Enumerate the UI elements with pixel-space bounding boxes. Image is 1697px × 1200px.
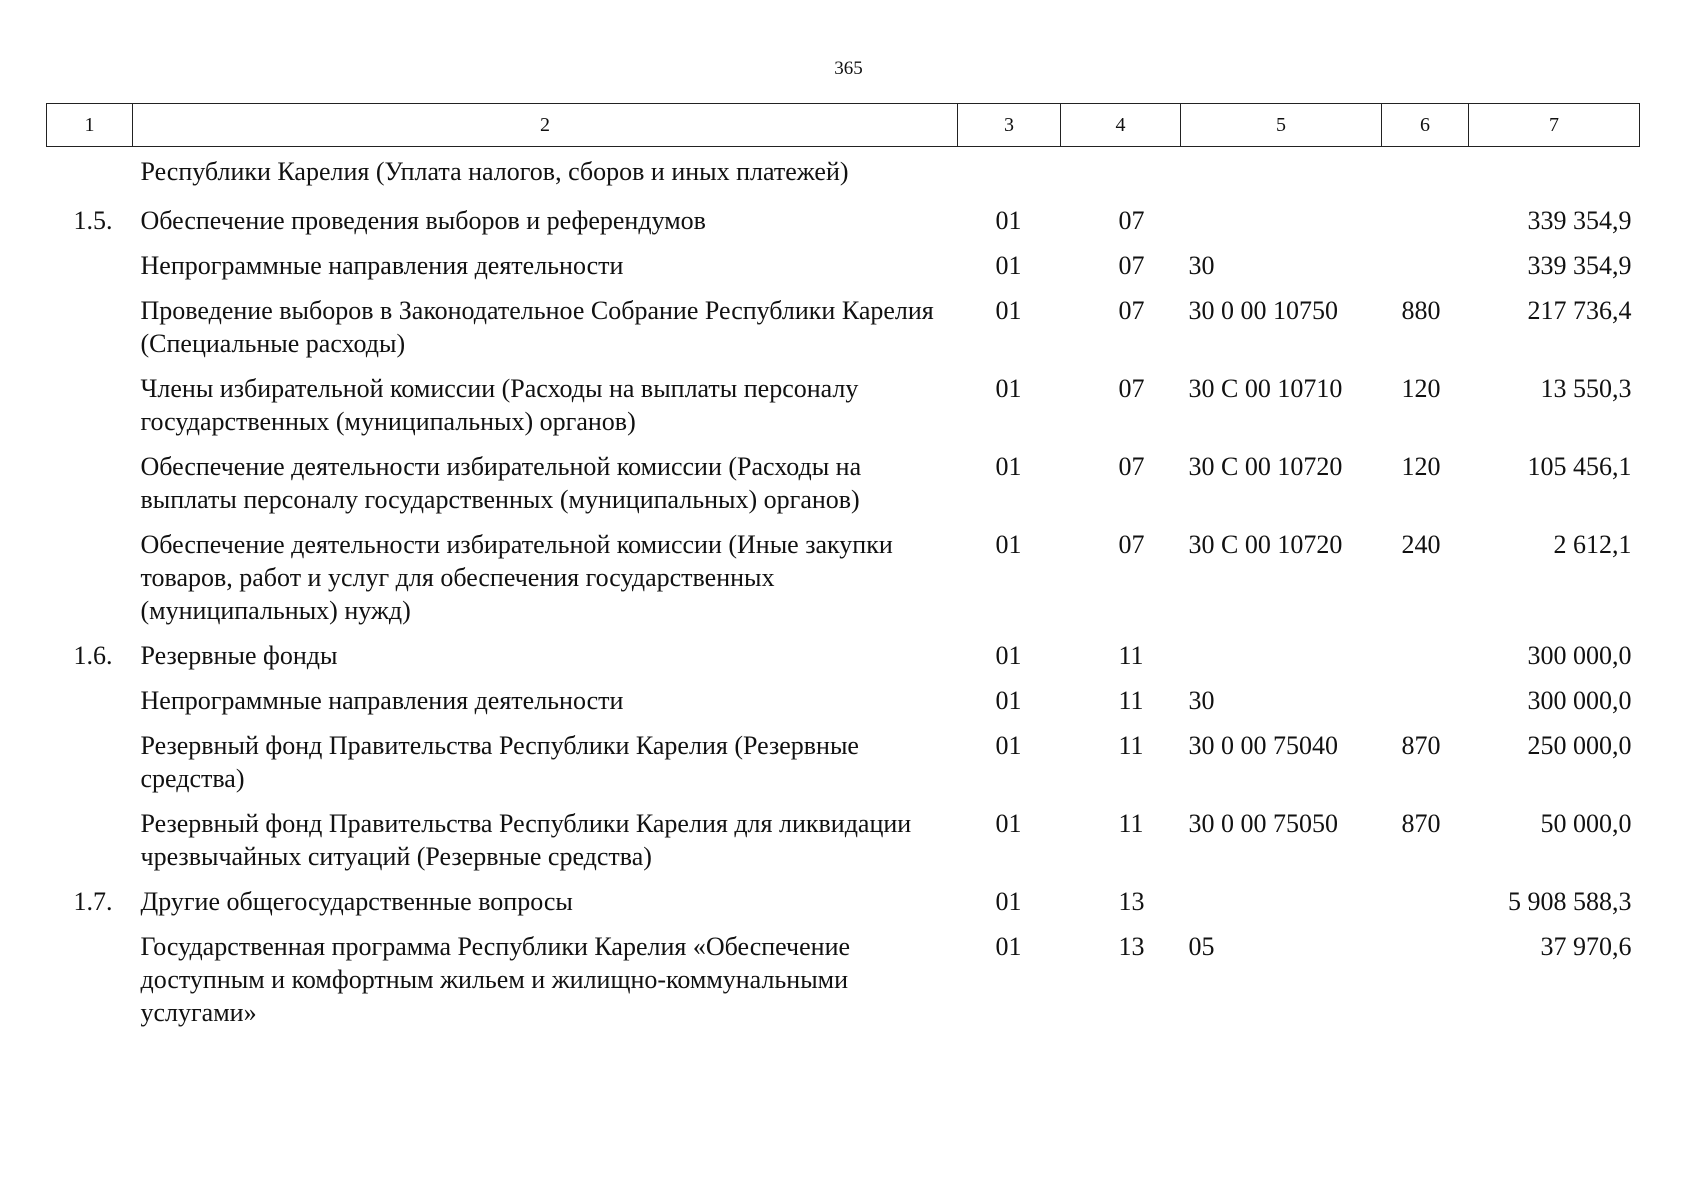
subsection-code: 11	[1118, 809, 1144, 838]
table-row	[47, 516, 1640, 627]
subsection-code: 07	[1118, 452, 1145, 481]
row-number	[47, 438, 133, 516]
amount: 50 000,0	[1540, 809, 1632, 838]
table-row	[47, 237, 1640, 282]
row-number: 1.5.	[73, 206, 113, 235]
table-row	[47, 672, 1640, 717]
budget-table	[46, 103, 1640, 1029]
row-name: Другие общегосударственные вопросы	[140, 887, 573, 916]
row-number: 1.7.	[73, 887, 113, 916]
subsection-code: 11	[1118, 686, 1144, 715]
row-name: Обеспечение деятельности избирательной комиссии (Расходы на выплаты персоналу государственных (муниципальных) органов)	[140, 452, 862, 514]
table-row	[47, 282, 1640, 360]
column-header: 2	[133, 104, 958, 147]
row-number	[47, 516, 133, 627]
table-row	[47, 627, 1640, 672]
row-number	[47, 237, 133, 282]
section-code: 01	[995, 206, 1022, 235]
page-number: 365	[834, 58, 863, 79]
table-row	[47, 360, 1640, 438]
amount: 300 000,0	[1527, 686, 1632, 715]
amount: 250 000,0	[1527, 731, 1632, 760]
expense-type-code	[1382, 147, 1469, 193]
target-article-code	[1181, 147, 1382, 193]
row-name: Республики Карелия (Уплата налогов, сборов и иных платежей)	[140, 157, 849, 186]
table-row	[47, 873, 1640, 918]
expense-type-code: 120	[1401, 374, 1441, 403]
column-header: 6	[1382, 104, 1469, 147]
expense-type-code: 880	[1401, 296, 1441, 325]
table-row	[47, 438, 1640, 516]
row-name: Резервные фонды	[140, 641, 338, 670]
subsection-code: 13	[1118, 887, 1145, 916]
expense-type-code	[1382, 627, 1469, 672]
target-article-code: 30	[1188, 251, 1215, 280]
column-header: 5	[1181, 104, 1382, 147]
section-code: 01	[995, 641, 1022, 670]
row-number	[47, 795, 133, 873]
row-number: 1.6.	[73, 641, 113, 670]
amount: 339 354,9	[1527, 251, 1632, 280]
subsection-code: 13	[1118, 932, 1145, 961]
section-code	[958, 147, 1061, 193]
expense-type-code: 240	[1401, 530, 1441, 559]
table-row	[47, 147, 1640, 193]
subsection-code	[1061, 147, 1181, 193]
row-name: Обеспечение проведения выборов и референдумов	[140, 206, 706, 235]
section-code: 01	[995, 530, 1022, 559]
target-article-code: 30 0 00 75040	[1188, 731, 1338, 760]
subsection-code: 11	[1118, 641, 1144, 670]
row-name: Непрограммные направления деятельности	[140, 251, 624, 280]
table-header-row	[47, 104, 1640, 147]
row-name: Резервный фонд Правительства Республики Карелия для ликвидации чрезвычайных ситуаций (Резервные средства)	[140, 809, 912, 871]
target-article-code	[1181, 873, 1382, 918]
section-code: 01	[995, 686, 1022, 715]
subsection-code: 11	[1118, 731, 1144, 760]
subsection-code: 07	[1118, 296, 1145, 325]
subsection-code: 07	[1118, 374, 1145, 403]
amount: 37 970,6	[1540, 932, 1632, 961]
section-code: 01	[995, 887, 1022, 916]
expense-type-code: 870	[1401, 809, 1441, 838]
amount: 217 736,4	[1527, 296, 1632, 325]
row-name: Обеспечение деятельности избирательной комиссии (Иные закупки товаров, работ и услуг для обеспечения государственных (муниципальных) нужд)	[140, 530, 893, 625]
subsection-code: 07	[1118, 530, 1145, 559]
table-row	[47, 192, 1640, 237]
amount: 13 550,3	[1540, 374, 1632, 403]
expense-type-code	[1382, 918, 1469, 1029]
target-article-code	[1181, 627, 1382, 672]
expense-type-code	[1382, 672, 1469, 717]
expense-type-code	[1382, 873, 1469, 918]
target-article-code: 30 С 00 10720	[1188, 452, 1343, 481]
amount: 105 456,1	[1527, 452, 1632, 481]
expense-type-code: 870	[1401, 731, 1441, 760]
target-article-code: 05	[1188, 932, 1215, 961]
amount	[1469, 147, 1640, 193]
amount: 300 000,0	[1527, 641, 1632, 670]
target-article-code	[1181, 192, 1382, 237]
column-header: 3	[958, 104, 1061, 147]
section-code: 01	[995, 452, 1022, 481]
column-header: 4	[1061, 104, 1181, 147]
table-row	[47, 795, 1640, 873]
row-name: Члены избирательной комиссии (Расходы на выплаты персоналу государственных (муниципальных) органов)	[140, 374, 859, 436]
subsection-code: 07	[1118, 251, 1145, 280]
expense-type-code	[1382, 237, 1469, 282]
row-number	[47, 147, 133, 193]
section-code: 01	[995, 374, 1022, 403]
row-number	[47, 717, 133, 795]
row-name: Государственная программа Республики Карелия «Обеспечение доступным и комфортным жильем и жилищно-коммунальными услугами»	[140, 932, 851, 1027]
subsection-code: 07	[1118, 206, 1145, 235]
column-header: 7	[1469, 104, 1640, 147]
section-code: 01	[995, 731, 1022, 760]
row-number	[47, 918, 133, 1029]
amount: 2 612,1	[1553, 530, 1632, 559]
section-code: 01	[995, 251, 1022, 280]
amount: 339 354,9	[1527, 206, 1632, 235]
column-header: 1	[47, 104, 133, 147]
table-row	[47, 918, 1640, 1029]
row-name: Резервный фонд Правительства Республики Карелия (Резервные средства)	[140, 731, 859, 793]
expense-type-code	[1382, 192, 1469, 237]
target-article-code: 30 0 00 10750	[1188, 296, 1338, 325]
row-name: Проведение выборов в Законодательное Собрание Республики Карелия (Специальные расходы)	[140, 296, 934, 358]
section-code: 01	[995, 296, 1022, 325]
row-number	[47, 672, 133, 717]
amount: 5 908 588,3	[1508, 887, 1632, 916]
expense-type-code: 120	[1401, 452, 1441, 481]
target-article-code: 30 С 00 10710	[1188, 374, 1343, 403]
target-article-code: 30 0 00 75050	[1188, 809, 1338, 838]
section-code: 01	[995, 809, 1022, 838]
target-article-code: 30 С 00 10720	[1188, 530, 1343, 559]
target-article-code: 30	[1188, 686, 1215, 715]
section-code: 01	[995, 932, 1022, 961]
row-number	[47, 360, 133, 438]
row-name: Непрограммные направления деятельности	[140, 686, 624, 715]
table-row	[47, 717, 1640, 795]
row-number	[47, 282, 133, 360]
